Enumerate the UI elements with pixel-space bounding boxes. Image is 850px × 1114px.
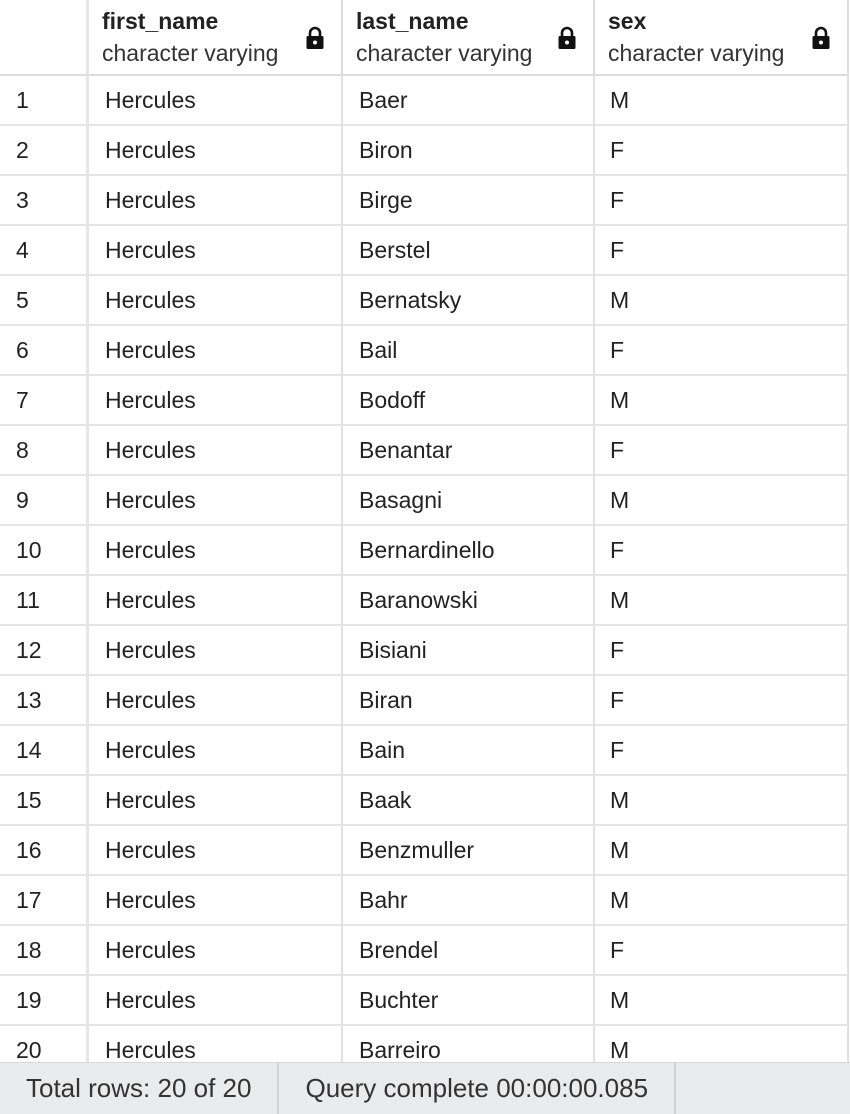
cell-first-name[interactable]: Hercules	[89, 626, 343, 676]
cell-sex[interactable]: F	[595, 926, 849, 976]
cell-last-name[interactable]: Bisiani	[343, 626, 595, 676]
column-header-first-name[interactable]	[89, 0, 343, 76]
cell-sex[interactable]: M	[595, 776, 849, 826]
cell-last-name[interactable]: Bernardinello	[343, 526, 595, 576]
lock-icon	[811, 26, 831, 50]
cell-last-name[interactable]: Baak	[343, 776, 595, 826]
cell-first-name[interactable]: Hercules	[89, 326, 343, 376]
cell-first-name[interactable]: Hercules	[89, 776, 343, 826]
cell-sex[interactable]: M	[595, 976, 849, 1026]
cell-first-name[interactable]: Hercules	[89, 276, 343, 326]
column-name: sex	[608, 8, 647, 34]
cell-sex[interactable]: F	[595, 226, 849, 276]
row-number[interactable]: 2	[0, 126, 89, 176]
cell-sex[interactable]: M	[595, 276, 849, 326]
cell-first-name[interactable]: Hercules	[89, 126, 343, 176]
cell-sex[interactable]: F	[595, 176, 849, 226]
row-number[interactable]: 3	[0, 176, 89, 226]
cell-first-name[interactable]: Hercules	[89, 676, 343, 726]
column-header-last-name[interactable]	[343, 0, 595, 76]
row-number[interactable]: 9	[0, 476, 89, 526]
cell-last-name[interactable]: Birge	[343, 176, 595, 226]
column-type: character varying	[356, 40, 533, 66]
cell-sex[interactable]: F	[595, 326, 849, 376]
cell-last-name[interactable]: Bodoff	[343, 376, 595, 426]
cell-last-name[interactable]: Biran	[343, 676, 595, 726]
cell-last-name[interactable]: Baranowski	[343, 576, 595, 626]
cell-sex[interactable]: M	[595, 576, 849, 626]
row-number[interactable]: 4	[0, 226, 89, 276]
row-number[interactable]: 6	[0, 326, 89, 376]
cell-first-name[interactable]: Hercules	[89, 176, 343, 226]
cell-last-name[interactable]: Brendel	[343, 926, 595, 976]
cell-first-name[interactable]: Hercules	[89, 876, 343, 926]
cell-first-name[interactable]: Hercules	[89, 726, 343, 776]
cell-sex[interactable]: F	[595, 526, 849, 576]
cell-last-name[interactable]: Biron	[343, 126, 595, 176]
cell-first-name[interactable]: Hercules	[89, 426, 343, 476]
cell-last-name[interactable]: Benzmuller	[343, 826, 595, 876]
query-status: Query complete 00:00:00.085	[279, 1063, 676, 1114]
cell-sex[interactable]: M	[595, 76, 849, 126]
column-name: last_name	[356, 8, 469, 34]
total-rows-status: Total rows: 20 of 20	[0, 1063, 279, 1114]
cell-sex[interactable]: F	[595, 726, 849, 776]
column-type: character varying	[608, 40, 785, 66]
row-number[interactable]: 1	[0, 76, 89, 126]
cell-last-name[interactable]: Basagni	[343, 476, 595, 526]
cell-sex[interactable]: M	[595, 826, 849, 876]
lock-icon	[557, 26, 577, 50]
cell-last-name[interactable]: Buchter	[343, 976, 595, 1026]
cell-sex[interactable]: M	[595, 476, 849, 526]
lock-icon	[305, 26, 325, 50]
cell-first-name[interactable]: Hercules	[89, 976, 343, 1026]
cell-first-name[interactable]: Hercules	[89, 76, 343, 126]
cell-sex[interactable]: M	[595, 1026, 849, 1062]
row-number[interactable]: 19	[0, 976, 89, 1026]
cell-first-name[interactable]: Hercules	[89, 476, 343, 526]
row-number[interactable]: 15	[0, 776, 89, 826]
cell-last-name[interactable]: Bain	[343, 726, 595, 776]
row-number[interactable]: 10	[0, 526, 89, 576]
cell-first-name[interactable]: Hercules	[89, 1026, 343, 1062]
row-number[interactable]: 8	[0, 426, 89, 476]
cell-sex[interactable]: F	[595, 426, 849, 476]
cell-last-name[interactable]: Bail	[343, 326, 595, 376]
cell-sex[interactable]: M	[595, 376, 849, 426]
row-number[interactable]: 17	[0, 876, 89, 926]
cell-sex[interactable]: M	[595, 876, 849, 926]
cell-sex[interactable]: F	[595, 126, 849, 176]
column-name: first_name	[102, 8, 219, 34]
cell-sex[interactable]: F	[595, 626, 849, 676]
cell-sex[interactable]: F	[595, 676, 849, 726]
row-number[interactable]: 7	[0, 376, 89, 426]
row-number[interactable]: 12	[0, 626, 89, 676]
row-number[interactable]: 14	[0, 726, 89, 776]
cell-last-name[interactable]: Benantar	[343, 426, 595, 476]
row-number[interactable]: 11	[0, 576, 89, 626]
cell-last-name[interactable]: Baer	[343, 76, 595, 126]
cell-first-name[interactable]: Hercules	[89, 226, 343, 276]
row-number[interactable]: 5	[0, 276, 89, 326]
status-bar	[0, 1062, 850, 1114]
column-header-sex[interactable]	[595, 0, 849, 76]
cell-last-name[interactable]: Bahr	[343, 876, 595, 926]
row-number[interactable]: 20	[0, 1026, 89, 1062]
cell-last-name[interactable]: Barreiro	[343, 1026, 595, 1062]
cell-first-name[interactable]: Hercules	[89, 826, 343, 876]
cell-first-name[interactable]: Hercules	[89, 526, 343, 576]
cell-last-name[interactable]: Bernatsky	[343, 276, 595, 326]
cell-first-name[interactable]: Hercules	[89, 576, 343, 626]
row-number[interactable]: 18	[0, 926, 89, 976]
column-type: character varying	[102, 40, 279, 66]
cell-first-name[interactable]: Hercules	[89, 926, 343, 976]
cell-last-name[interactable]: Berstel	[343, 226, 595, 276]
row-number[interactable]: 13	[0, 676, 89, 726]
cell-first-name[interactable]: Hercules	[89, 376, 343, 426]
row-number-header[interactable]	[0, 0, 89, 76]
row-number[interactable]: 16	[0, 826, 89, 876]
